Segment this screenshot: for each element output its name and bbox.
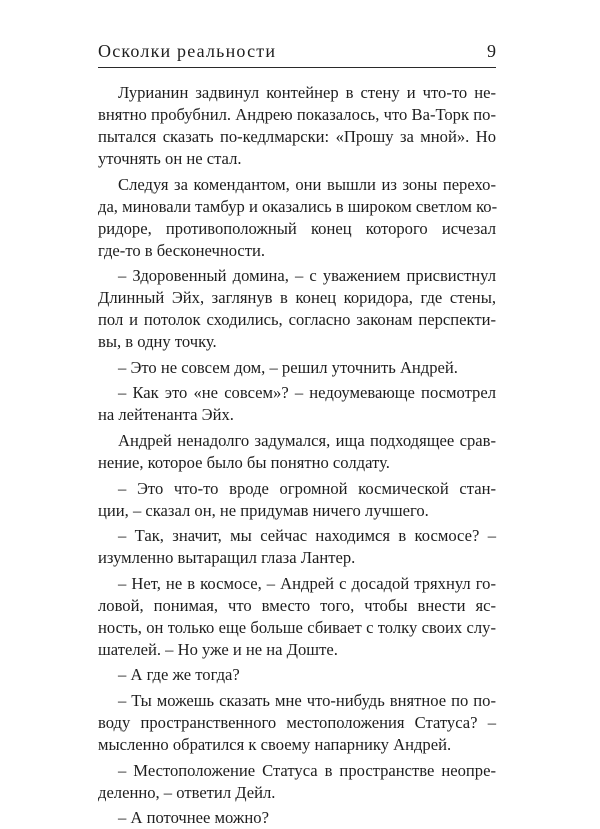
- paragraph: [98, 357, 496, 379]
- text-line: – Как это «не совсем»? – недоумевающе посмотрел: [118, 383, 496, 403]
- paragraph: [98, 174, 496, 262]
- text-line: где-то в бесконечности.: [98, 240, 266, 260]
- text-line: Андрей ненадолго задумался, ища подходящее срав-: [118, 430, 496, 450]
- paragraph: [98, 478, 496, 522]
- paragraph: [98, 573, 496, 661]
- paragraph: [98, 664, 496, 686]
- text-line: ции, – сказал он, не придумав ничего лучшего.: [98, 500, 429, 520]
- paragraph: [98, 525, 496, 569]
- text-line: на лейтенанта Эйх.: [98, 405, 234, 425]
- header-rule: [98, 67, 496, 68]
- paragraph: [98, 690, 496, 756]
- paragraph: [98, 430, 496, 474]
- text-line: деленно, – ответил Дейл.: [98, 782, 276, 802]
- text-line: воду пространственного местоположения Статуса? –: [98, 712, 496, 732]
- text-line: – Нет, не в космосе, – Андрей с досадой тряхнул го-: [118, 573, 496, 593]
- text-line: – А поточнее можно?: [118, 808, 269, 828]
- paragraph: [98, 82, 496, 170]
- text-line: ридоре, противоположный конец которого исчезал: [98, 218, 496, 238]
- text-line: пол и потолок сходились, согласно законам перспекти-: [98, 310, 496, 330]
- text-line: да, миновали тамбур и оказались в широком светлом ко-: [98, 196, 498, 216]
- text-line: мысленно обратился к своему напарнику Андрей.: [98, 734, 452, 754]
- paragraph: [98, 265, 496, 353]
- text-line: – Это не совсем дом, – решил уточнить Андрей.: [118, 357, 458, 377]
- running-header: [98, 40, 496, 62]
- text-line: Лурианин задвинул контейнер в стену и что-то не-: [118, 83, 496, 102]
- paragraph: [98, 382, 496, 426]
- text-line: вы, в одну точку.: [98, 332, 217, 352]
- text-line: нение, которое было бы понятно солдату.: [98, 452, 390, 472]
- text-line: – Ты можешь сказать мне что-нибудь внятное по по-: [118, 690, 496, 710]
- text-line: ность, он только еще больше сбивает с толку своих слу-: [98, 617, 496, 637]
- text-line: – Здоровенный домина, – с уважением присвистнул: [118, 266, 496, 286]
- text-line: ловой, понимая, что вместо того, чтобы внести яс-: [98, 595, 496, 615]
- text-line: шателей. – Но уже и не на Доште.: [98, 639, 338, 659]
- text-line: – Так, значит, мы сейчас находимся в космосе? –: [118, 526, 496, 546]
- text-line: – Это что-то вроде огромной космической стан-: [118, 478, 496, 498]
- running-title: Осколки реальности: [98, 41, 277, 61]
- page-number: 9: [487, 41, 496, 61]
- text-line: – А где же тогда?: [118, 665, 240, 685]
- body-text: [98, 82, 496, 829]
- text-line: уточнять он не стал.: [98, 149, 242, 168]
- text-line: – Местоположение Статуса в пространстве неопре-: [118, 760, 496, 780]
- text-line: Следуя за комендантом, они вышли из зоны перехо-: [118, 174, 496, 194]
- text-line: пытался сказать по-кедлмарски: «Прошу за мной». Но: [98, 127, 496, 146]
- text-line: Длинный Эйх, заглянув в конец коридора, где стены,: [98, 288, 496, 308]
- paragraph: [98, 807, 496, 829]
- text-line: внятно пробубнил. Андрею показалось, что Ва-Торк по-: [98, 105, 496, 124]
- paragraph: [98, 760, 496, 804]
- text-line: изумленно вытаращил глаза Лантер.: [98, 548, 356, 568]
